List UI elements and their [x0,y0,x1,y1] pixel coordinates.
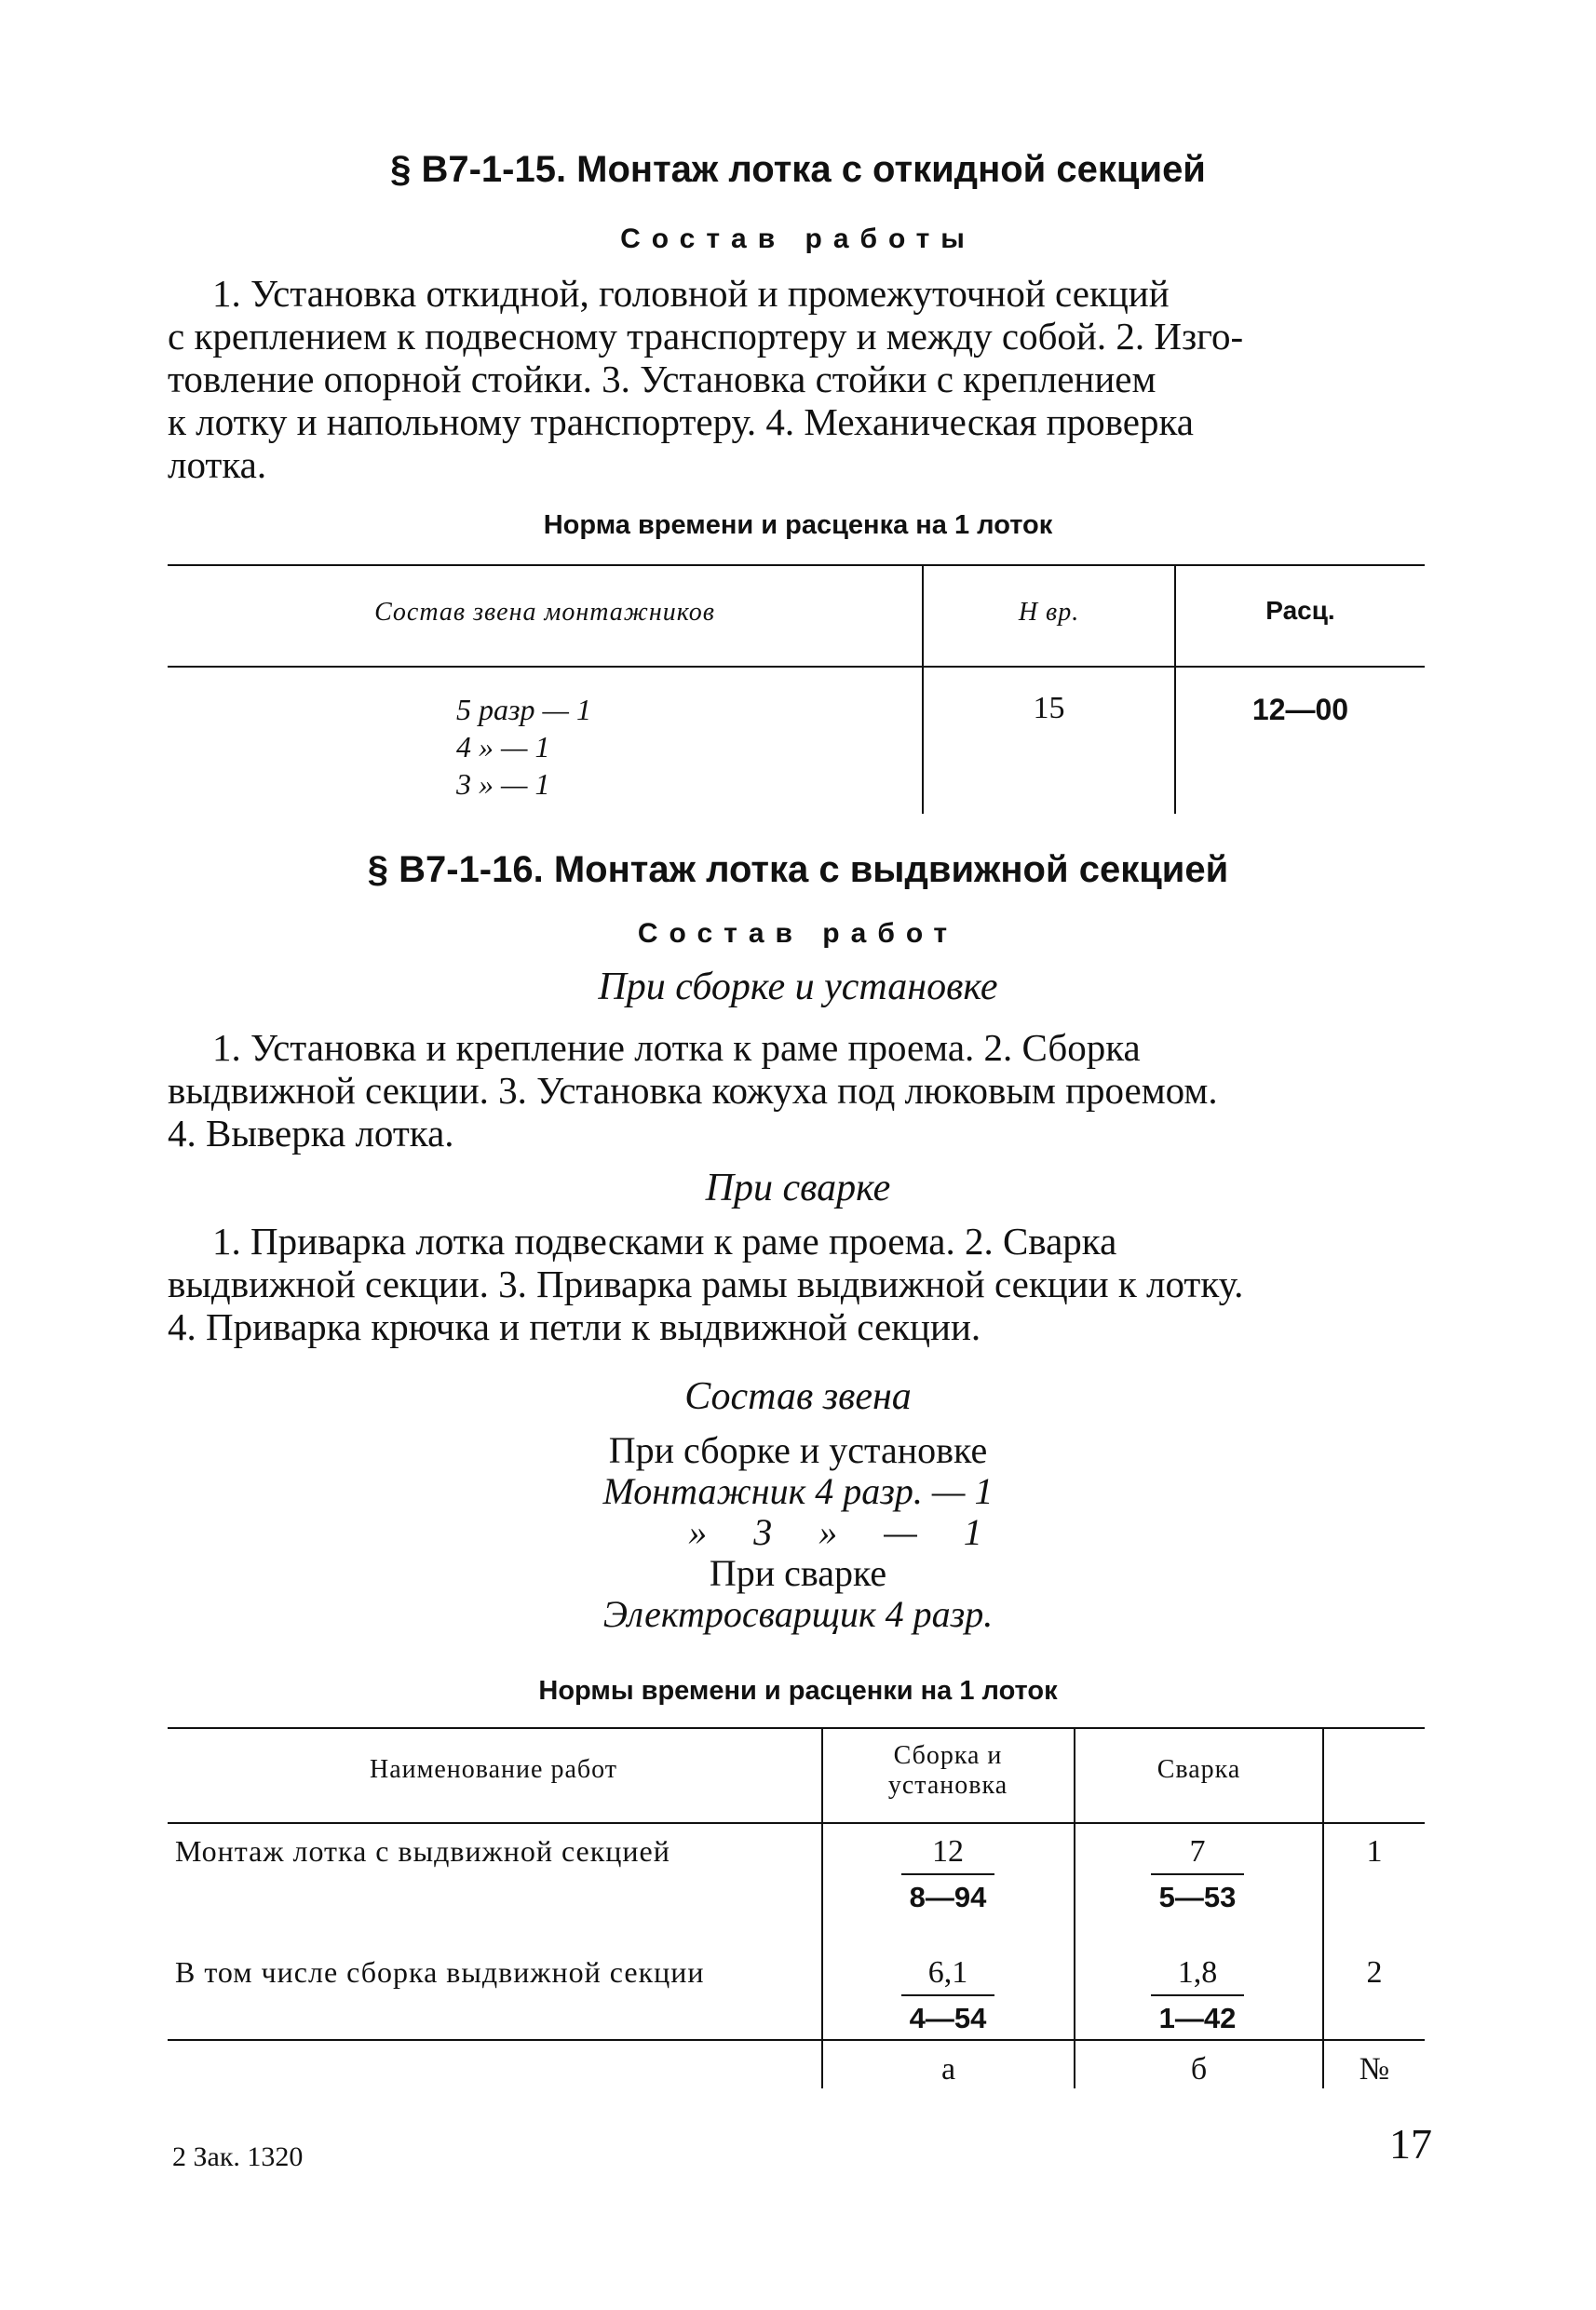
paragraph-line: выдвижной секции. 3. Приварка рамы выдвижной секции к лотку. [168,1263,1244,1305]
table2-row2-name: В том числе сборка выдвижной секции [175,1955,705,1989]
rate-value: 1—42 [1158,2002,1237,2034]
norm-value: 7 [1189,1834,1206,1869]
crew-line: При сборке и установке [608,1429,988,1471]
crew-line: 4 » — 1 [456,730,550,763]
crew-line: » 3 » — 1 [688,1511,982,1553]
table2-row2-number: 2 [1366,1955,1383,1990]
section-title-2: § В7-1-16. Монтаж лотка с выдвижной секцией [367,849,1229,890]
fraction-bar [1151,1994,1244,1996]
table2-top-rule [168,1727,1425,1729]
subheading-assembly: При сборке и установке [598,966,998,1008]
table2-footer-a: а [940,2052,956,2087]
work-heading-2: Состав работ [637,918,959,949]
print-order-note: 2 Зак. 1320 [172,2141,304,2172]
paragraph-line: 4. Приварка крючка и петли к выдвижной секции. [168,1305,981,1348]
table2-header-welding: Сварка [1156,1755,1241,1784]
fraction-bar [1151,1873,1244,1875]
paragraph-line: 1. Установка откидной, головной и промежуточной секций [212,272,1170,315]
paragraph-line: лотка. [168,443,267,486]
paragraph-line: с креплением к подвесному транспортеру и между собой. 2. Изго- [168,315,1244,358]
page-number: 17 [1389,2120,1432,2168]
table1-norm-value: 15 [1033,691,1065,725]
norm-value: 12 [932,1834,964,1869]
table2-row2-assembly [873,1953,1022,2037]
crew-line: Монтажник 4 разр. — 1 [602,1470,994,1512]
subheading-welding: При сварке [705,1167,891,1209]
table-caption-2: Нормы времени и расценки на 1 лоток [538,1676,1058,1706]
paragraph-line: 1. Приварка лотка подвесками к раме проема. 2. Сварка [212,1220,1117,1263]
paragraph-line: к лотку и напольному транспортеру. 4. Механическая проверка [168,400,1194,443]
table2-row1-welding [1123,1832,1272,1916]
table1-rate-value: 12—00 [1251,693,1349,726]
table2-row2-welding [1123,1953,1272,2037]
table1-header-norm: Н вр. [1018,598,1080,627]
table1-crew-list [456,691,591,803]
rate-value: 5—53 [1158,1881,1237,1913]
table1-header-crew: Состав звена монтажников [374,598,715,627]
norm-value: 1,8 [1177,1955,1218,1990]
table2-footer-b: б [1190,2052,1208,2087]
norm-value: 6,1 [927,1955,968,1990]
table2-col-divider [821,1727,823,2088]
rate-value: 4—54 [909,2002,987,2034]
table-caption-1: Норма времени и расценка на 1 лоток [543,510,1053,540]
paragraph-line: товление опорной стойки. 3. Установка стойки с креплением [168,358,1156,400]
crew-line: 3 » — 1 [456,767,550,801]
rate-value: 8—94 [909,1881,987,1913]
fraction-bar [901,1873,994,1875]
work-heading-1: Состав работы [620,223,976,254]
crew-line: Электросварщик 4 разр. [602,1593,994,1635]
table2-header-assembly: Сборка и установка [887,1741,1008,1800]
table1-header-rate: Расц. [1265,596,1335,625]
table2-row1-name: Монтаж лотка с выдвижной секцией [175,1834,670,1868]
section1-paragraph [168,272,1425,486]
table2-row1-assembly [873,1832,1022,1916]
crew-heading: Состав звена [684,1375,912,1418]
table1-header-rule [168,666,1425,668]
table1-top-rule [168,564,1425,566]
table2-header-name: Наименование работ [370,1755,617,1784]
crew-composition [0,1430,1596,1635]
section-title-1: § В7-1-15. Монтаж лотка с откидной секцией [390,149,1206,190]
section2-paragraph-1 [168,1026,1425,1155]
paragraph-line: 1. Установка и крепление лотка к раме проема. 2. Сборка [212,1026,1141,1069]
paragraph-line: 4. Выверка лотка. [168,1112,454,1155]
table2-footer-number: № [1359,2052,1390,2087]
crew-line: При сварке [709,1552,887,1594]
table2-bottom-rule [168,2039,1425,2041]
crew-line: 5 разр — 1 [456,693,591,726]
table2-col-divider [1322,1727,1324,2088]
table2-header-rule [168,1822,1425,1824]
paragraph-line: выдвижной секции. 3. Установка кожуха под люковым проемом. [168,1069,1218,1112]
table2-row1-number: 1 [1366,1834,1383,1869]
fraction-bar [901,1994,994,1996]
section2-paragraph-2 [168,1220,1425,1348]
